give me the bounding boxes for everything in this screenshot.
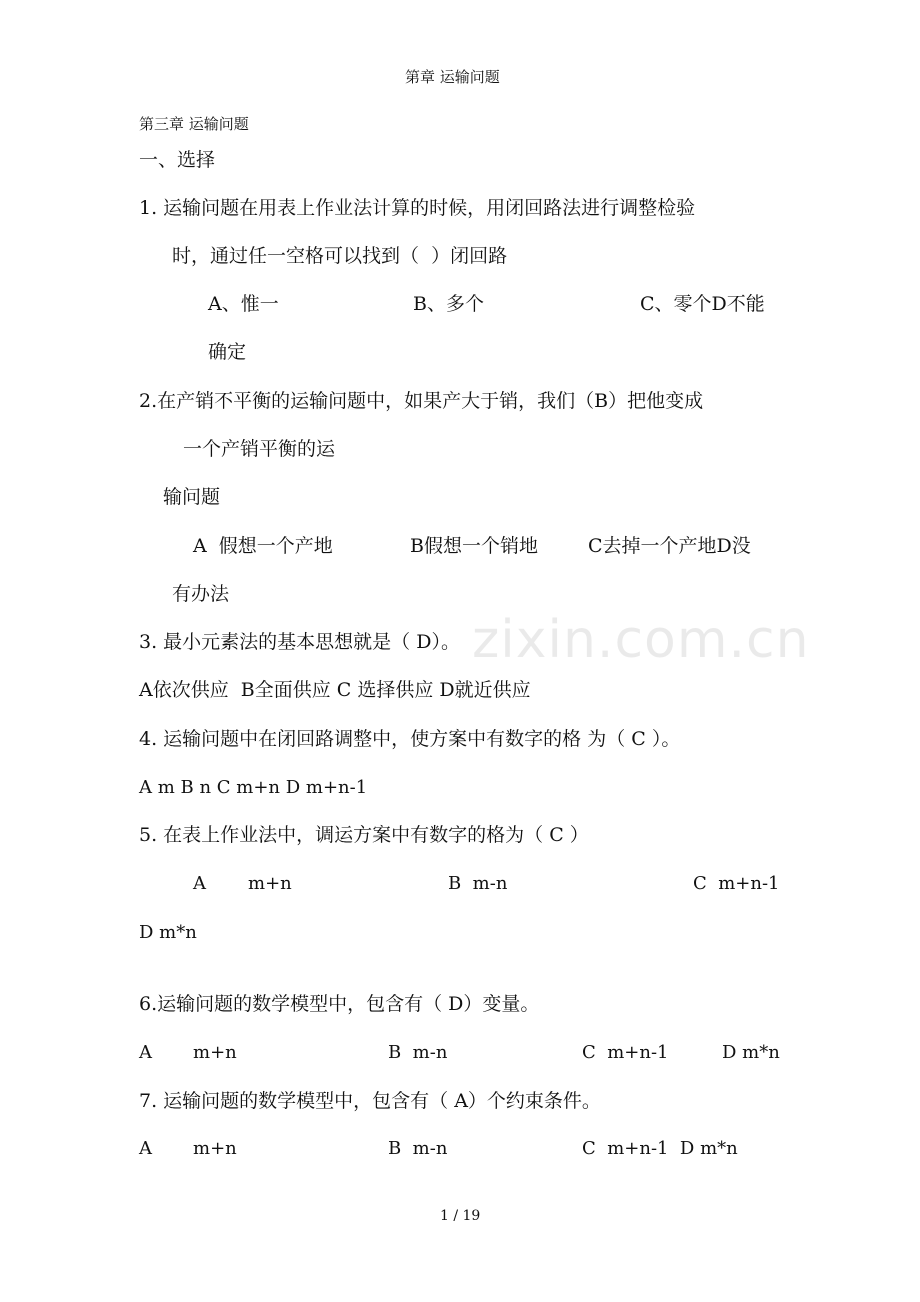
question-1-option-b: B、多个	[413, 293, 484, 315]
question-1-line-1: 1. 运输问题在用表上作业法计算的时候，用闭回路法进行调整检验	[139, 197, 696, 219]
question-4-line-1: 4. 运输问题中在闭回路调整中，使方案中有数字的格 为（ C ）。	[139, 728, 681, 750]
question-5-option-c: C m+n-1	[693, 873, 780, 894]
question-6-option-c: C m+n-1	[582, 1042, 669, 1063]
question-6-option-a: m+n	[193, 1042, 237, 1063]
question-7-line-1: 7. 运输问题的数学模型中，包含有（ A）个约束条件。	[139, 1090, 601, 1112]
question-7-option-cd: C m+n-1 D m*n	[582, 1138, 738, 1159]
question-1-option-tail: 确定	[208, 341, 247, 363]
question-5-option-d: D m*n	[139, 922, 197, 943]
question-2-option-tail: 有办法	[172, 583, 230, 605]
question-2-line-1: 2.在产销不平衡的运输问题中，如果产大于销，我们（B）把他变成	[139, 390, 704, 412]
question-7-option-b: B m-n	[388, 1138, 448, 1159]
question-3-line-1: 3. 最小元素法的基本思想就是（ D）。	[139, 631, 460, 653]
question-1-option-a: A、惟一	[208, 293, 279, 315]
page-number: 1 / 19	[440, 1208, 481, 1224]
question-2-option-cd: C去掉一个产地D没	[588, 535, 751, 557]
question-6-line-1: 6.运输问题的数学模型中，包含有（ D）变量。	[139, 993, 540, 1015]
question-5-option-a: m+n	[248, 873, 292, 894]
watermark: zixin.com.cn	[472, 610, 810, 670]
question-4-options: A m B n C m+n D m+n-1	[139, 777, 368, 798]
section-title: 一、选择	[139, 149, 216, 171]
question-6-option-b: B m-n	[388, 1042, 448, 1063]
question-6-option-d: D m*n	[722, 1042, 780, 1063]
question-3-options: A依次供应 B全面供应 C 选择供应 D就近供应	[139, 679, 531, 701]
page-header: 第章 运输问题	[405, 68, 500, 86]
question-7-option-a-letter: A	[139, 1138, 152, 1159]
question-5-line-1: 5. 在表上作业法中，调运方案中有数字的格为（ C ）	[139, 824, 589, 846]
question-5-option-b: B m-n	[448, 873, 508, 894]
question-2-option-a: A 假想一个产地	[193, 535, 333, 557]
question-2-line-2: 一个产销平衡的运	[183, 438, 336, 460]
question-2-line-3: 输问题	[163, 486, 221, 508]
chapter-title: 第三章 运输问题	[139, 115, 249, 133]
question-7-option-a: m+n	[193, 1138, 237, 1159]
question-5-option-a-letter: A	[193, 873, 206, 894]
question-1-line-2: 时，通过任一空格可以找到（ ）闭回路	[172, 245, 508, 267]
question-1-option-cd: C、零个D不能	[640, 293, 765, 315]
question-6-option-a-letter: A	[139, 1042, 152, 1063]
question-2-option-b: B假想一个销地	[410, 535, 538, 557]
